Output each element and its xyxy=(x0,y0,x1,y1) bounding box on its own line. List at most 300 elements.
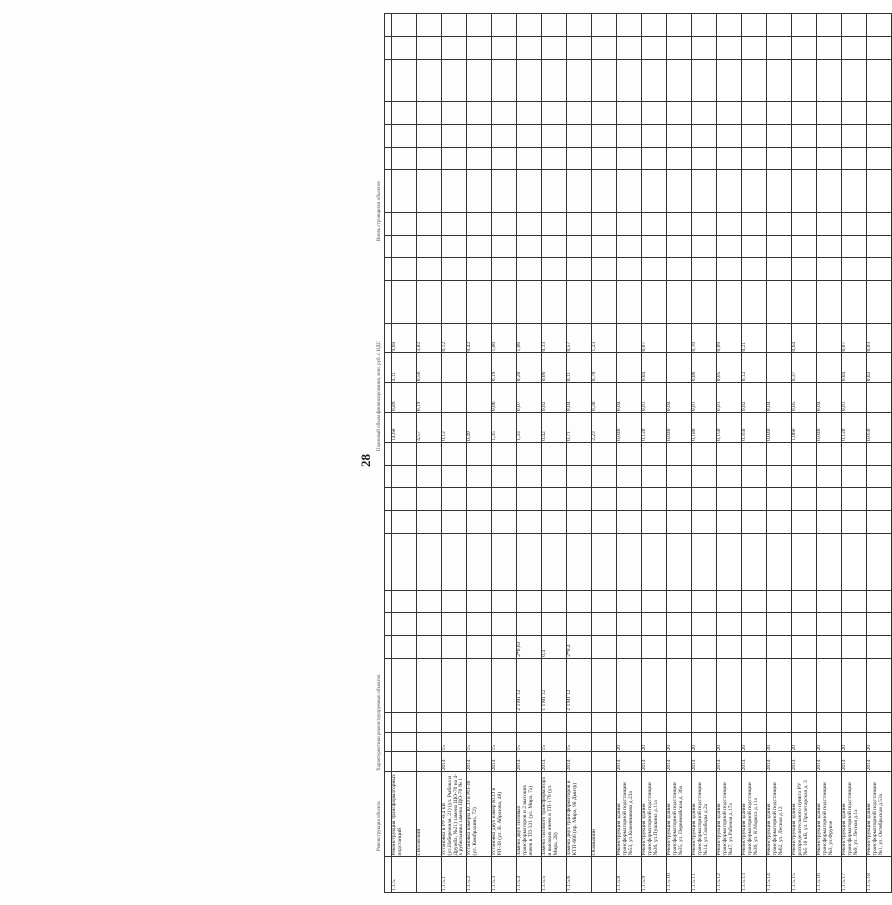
cell-empty xyxy=(717,533,742,590)
cell-empty xyxy=(417,465,442,488)
cell-empty xyxy=(467,258,492,281)
cell-empty xyxy=(692,147,717,170)
cell-empty xyxy=(767,147,792,170)
cell-empty xyxy=(492,465,517,488)
cell-empty xyxy=(742,590,767,613)
cell-kv: 20 xyxy=(817,732,842,752)
cell-empty xyxy=(417,170,442,213)
cell-empty xyxy=(467,14,492,37)
cell-kv xyxy=(592,732,617,752)
cell-year: 2014 xyxy=(642,752,667,772)
cell-empty xyxy=(642,102,667,125)
cell-empty xyxy=(592,102,617,125)
cell-empty xyxy=(542,14,567,37)
cell-v4: 0,21 xyxy=(742,323,767,353)
cell-v1: 0,71 xyxy=(567,413,592,443)
cell-empty xyxy=(442,712,467,732)
cell-v1: 0,42 xyxy=(542,413,567,443)
cell-v2: 0,06 xyxy=(492,383,517,413)
cell-year: 2014 xyxy=(842,752,867,772)
cell-kv: 15 xyxy=(442,732,467,752)
cell-empty xyxy=(792,124,817,147)
cell-empty xyxy=(692,124,717,147)
cell-empty xyxy=(867,102,892,125)
cell-empty xyxy=(692,281,717,324)
cell-v1: 4,57 xyxy=(417,413,442,443)
cell-empty xyxy=(492,613,517,636)
cell-power xyxy=(792,636,817,659)
cell-empty xyxy=(692,258,717,281)
table-row xyxy=(767,14,792,893)
cell-empty xyxy=(767,102,792,125)
cell-empty xyxy=(667,465,692,488)
cell-empty xyxy=(867,124,892,147)
cell-empty xyxy=(817,613,842,636)
header-cell xyxy=(385,235,392,258)
cell-kv xyxy=(417,732,442,752)
cell-empty xyxy=(867,712,892,732)
cell-empty xyxy=(592,14,617,37)
cell-empty xyxy=(642,36,667,59)
cell-empty xyxy=(592,488,617,511)
cell-empty xyxy=(542,281,567,324)
cell-empty xyxy=(442,170,467,213)
cell-empty xyxy=(817,36,842,59)
cell-empty xyxy=(517,488,542,511)
cell-v2: 0,02 xyxy=(742,383,767,413)
cell-empty xyxy=(667,281,692,324)
cell-empty xyxy=(617,590,642,613)
cell-empty xyxy=(492,59,517,102)
cell-empty xyxy=(442,102,467,125)
cell-desc: Реконструкция здания трансформаторной подстанции №9, ул. Лесная д.1а xyxy=(842,772,867,857)
cell-empty xyxy=(717,590,742,613)
cell-desc: Замена двух силовых трансформаторов и 2 высоких ячеек в ТП-331 (ул. Мира, 7а) xyxy=(517,772,542,857)
cell-v1: 0,120 xyxy=(842,413,867,443)
cell-v3: 0,56 xyxy=(417,353,442,383)
cell-equip xyxy=(392,658,417,712)
cell-empty xyxy=(442,511,467,534)
cell-year xyxy=(392,752,417,772)
cell-year: 2014 xyxy=(442,752,467,772)
cell-empty xyxy=(567,102,592,125)
cell-empty xyxy=(692,465,717,488)
cell-empty xyxy=(742,258,767,281)
cell-empty xyxy=(692,533,717,590)
cell-empty xyxy=(617,511,642,534)
cell-v1: 14,68 xyxy=(392,413,417,443)
cell-v3: 0,04 xyxy=(842,353,867,383)
cell-v3 xyxy=(467,353,492,383)
table-row xyxy=(617,14,642,893)
cell-empty xyxy=(592,533,617,590)
cell-empty xyxy=(792,36,817,59)
cell-empty xyxy=(467,511,492,534)
cell-empty xyxy=(842,442,867,465)
header-cell xyxy=(385,14,392,37)
cell-desc: Замена силового трансформатора и высоких ячеек в ТП-170 (ул. Мира, 28) xyxy=(542,772,567,857)
cell-empty xyxy=(542,124,567,147)
cell-empty xyxy=(567,147,592,170)
cell-empty xyxy=(592,258,617,281)
cell-empty xyxy=(667,533,692,590)
cell-empty xyxy=(742,281,767,324)
cell-kv: 15 xyxy=(567,732,592,752)
cell-empty xyxy=(392,124,417,147)
cell-desc: Реконструкция трансформаторных подстанций xyxy=(392,772,417,857)
cell-empty xyxy=(517,102,542,125)
cell-empty xyxy=(742,712,767,732)
cell-empty xyxy=(617,465,642,488)
table-row xyxy=(667,14,692,893)
cell-empty xyxy=(667,442,692,465)
cell-v1: 0,150 xyxy=(717,413,742,443)
data-table xyxy=(384,13,892,893)
cell-empty xyxy=(442,258,467,281)
cell-kv: 20 xyxy=(692,732,717,752)
cell-empty xyxy=(492,147,517,170)
cell-code: 1.1.5.10 xyxy=(667,857,692,893)
cell-code: 1.1.5.16 xyxy=(817,857,842,893)
cell-empty xyxy=(492,488,517,511)
cell-empty xyxy=(767,533,792,590)
header-cell xyxy=(385,732,392,752)
cell-empty xyxy=(867,59,892,102)
cell-empty xyxy=(417,212,442,235)
cell-desc: Реконструкция здания трансформаторной подстанции №14, ул.Свободы д.2а xyxy=(692,772,717,857)
cell-empty xyxy=(767,281,792,324)
cell-empty xyxy=(717,613,742,636)
cell-empty xyxy=(767,488,792,511)
cell-power xyxy=(692,636,717,659)
cell-empty xyxy=(842,533,867,590)
cell-empty xyxy=(542,36,567,59)
cell-empty xyxy=(792,613,817,636)
cell-power xyxy=(667,636,692,659)
table-row xyxy=(717,14,742,893)
cell-empty xyxy=(617,36,642,59)
cell-empty xyxy=(842,590,867,613)
cell-v4 xyxy=(667,323,692,353)
cell-empty xyxy=(742,36,767,59)
cell-empty xyxy=(567,212,592,235)
cell-empty xyxy=(742,533,767,590)
header-volume: Плановый объем финансирования, млн. руб. с НДС xyxy=(377,341,382,451)
cell-year: 2014 xyxy=(567,752,592,772)
cell-empty xyxy=(817,511,842,534)
cell-desc: Реконструкция здания трансформаторной подстанции №62, ул. Лесная д.12 xyxy=(767,772,792,857)
cell-power xyxy=(617,636,642,659)
cell-empty xyxy=(817,212,842,235)
cell-empty xyxy=(542,712,567,732)
cell-empty xyxy=(842,147,867,170)
cell-v3: 4,11 xyxy=(392,353,417,383)
cell-empty xyxy=(767,235,792,258)
cell-empty xyxy=(792,442,817,465)
cell-empty xyxy=(517,511,542,534)
cell-v1: 0,120 xyxy=(642,413,667,443)
cell-empty xyxy=(417,235,442,258)
cell-year: 2014 xyxy=(492,752,517,772)
cell-empty xyxy=(767,442,792,465)
cell-v1: 0,050 xyxy=(867,413,892,443)
cell-empty xyxy=(442,488,467,511)
cell-empty xyxy=(542,442,567,465)
cell-empty xyxy=(542,613,567,636)
cell-power xyxy=(592,636,617,659)
header-cell xyxy=(385,36,392,59)
cell-empty xyxy=(817,170,842,213)
cell-empty xyxy=(392,14,417,37)
cell-empty xyxy=(867,258,892,281)
cell-empty xyxy=(717,212,742,235)
cell-empty xyxy=(542,147,567,170)
cell-empty xyxy=(692,14,717,37)
cell-v3: 0,04 xyxy=(642,353,667,383)
cell-empty xyxy=(567,712,592,732)
cell-empty xyxy=(567,281,592,324)
cell-empty xyxy=(842,281,867,324)
cell-empty xyxy=(642,258,667,281)
cell-v3: 0,70 xyxy=(592,353,617,383)
cell-empty xyxy=(417,36,442,59)
cell-empty xyxy=(492,258,517,281)
cell-year: 2014 xyxy=(667,752,692,772)
cell-empty xyxy=(617,712,642,732)
cell-empty xyxy=(567,511,592,534)
cell-empty xyxy=(817,281,842,324)
header-cell xyxy=(385,590,392,613)
cell-v4: 1,06 xyxy=(517,323,542,353)
cell-v2: 0,01 xyxy=(642,383,667,413)
cell-empty xyxy=(867,533,892,590)
cell-empty xyxy=(542,59,567,102)
table-row xyxy=(792,14,817,893)
cell-v2: 0,04 xyxy=(767,383,792,413)
cell-empty xyxy=(717,170,742,213)
header-cell xyxy=(385,258,392,281)
cell-empty xyxy=(392,465,417,488)
cell-empty xyxy=(592,613,617,636)
cell-empty xyxy=(867,235,892,258)
cell-year: 2014 xyxy=(792,752,817,772)
header-cell xyxy=(385,124,392,147)
cell-empty xyxy=(392,235,417,258)
cell-empty xyxy=(717,36,742,59)
cell-empty xyxy=(842,712,867,732)
cell-empty xyxy=(642,590,667,613)
cell-empty xyxy=(642,488,667,511)
cell-empty xyxy=(442,147,467,170)
cell-empty xyxy=(717,442,742,465)
cell-empty xyxy=(567,442,592,465)
cell-empty xyxy=(867,36,892,59)
cell-empty xyxy=(717,235,742,258)
cell-empty xyxy=(842,212,867,235)
cell-empty xyxy=(467,147,492,170)
cell-empty xyxy=(517,533,542,590)
cell-empty xyxy=(617,533,642,590)
cell-empty xyxy=(542,511,567,534)
cell-empty xyxy=(467,533,492,590)
cell-empty xyxy=(717,102,742,125)
cell-empty xyxy=(667,14,692,37)
cell-v2: 0,04 xyxy=(617,383,642,413)
cell-empty xyxy=(742,511,767,534)
cell-empty xyxy=(717,488,742,511)
cell-v1: 0,040 xyxy=(617,413,642,443)
cell-empty xyxy=(667,235,692,258)
cell-empty xyxy=(817,147,842,170)
cell-empty xyxy=(492,511,517,534)
cell-empty xyxy=(792,102,817,125)
cell-empty xyxy=(567,488,592,511)
cell-empty xyxy=(467,59,492,102)
cell-empty xyxy=(867,281,892,324)
cell-empty xyxy=(692,613,717,636)
cell-kv: 20 xyxy=(842,732,867,752)
cell-empty xyxy=(692,235,717,258)
cell-year: 2014 xyxy=(867,752,892,772)
cell-empty xyxy=(567,36,592,59)
cell-empty xyxy=(867,170,892,213)
cell-v1: 0,49 xyxy=(467,413,492,443)
cell-empty xyxy=(667,511,692,534)
cell-year: 2014 xyxy=(517,752,542,772)
header-cell xyxy=(385,281,392,324)
cell-desc: Замена двух трансформаторов в КТП-666 (пр. Мира, 98 Дмитр) xyxy=(567,772,592,857)
cell-v2: 0,19 xyxy=(417,383,442,413)
cell-v4 xyxy=(617,323,642,353)
cell-v1: 0,040 xyxy=(667,413,692,443)
cell-empty xyxy=(842,124,867,147)
cell-empty xyxy=(742,102,767,125)
cell-kv xyxy=(392,732,417,752)
cell-empty xyxy=(592,442,617,465)
cell-desc: Установка двух камер КСО в РП-38 (ул. В. Абразова, 48) xyxy=(492,772,517,857)
cell-empty xyxy=(617,124,642,147)
cell-empty xyxy=(817,102,842,125)
cell-empty xyxy=(417,533,442,590)
cell-empty xyxy=(842,36,867,59)
cell-empty xyxy=(492,235,517,258)
cell-empty xyxy=(717,258,742,281)
cell-v2 xyxy=(867,383,892,413)
cell-power xyxy=(767,636,792,659)
cell-desc: г.Волжский xyxy=(417,772,442,857)
cell-equip xyxy=(467,658,492,712)
cell-empty xyxy=(617,59,642,102)
cell-empty xyxy=(767,212,792,235)
cell-empty xyxy=(592,712,617,732)
cell-empty xyxy=(467,613,492,636)
cell-empty xyxy=(667,124,692,147)
cell-code: 1.1.5.12 xyxy=(717,857,742,893)
cell-empty xyxy=(517,212,542,235)
cell-empty xyxy=(617,212,642,235)
cell-empty xyxy=(642,170,667,213)
cell-empty xyxy=(392,36,417,59)
cell-empty xyxy=(392,613,417,636)
cell-v3 xyxy=(767,353,792,383)
cell-empty xyxy=(492,36,517,59)
cell-empty xyxy=(692,102,717,125)
cell-empty xyxy=(417,102,442,125)
cell-empty xyxy=(417,14,442,37)
cell-code: 1.1.5.4 xyxy=(517,857,542,893)
header-cell xyxy=(385,170,392,213)
cell-power xyxy=(842,636,867,659)
cell-empty xyxy=(642,124,667,147)
cell-code: 1.1.5.3 xyxy=(492,857,517,893)
cell-empty xyxy=(442,442,467,465)
cell-empty xyxy=(867,147,892,170)
cell-equip xyxy=(592,658,617,712)
table-row xyxy=(842,14,867,893)
cell-empty xyxy=(617,258,642,281)
cell-empty xyxy=(492,14,517,37)
cell-desc: Реконструкция здания трансформаторной подстанции №36, ул. К.Маркса д.11а xyxy=(742,772,767,857)
cell-empty xyxy=(642,613,667,636)
cell-v3: 0,20 xyxy=(517,353,542,383)
cell-year xyxy=(592,752,617,772)
cell-v2: 0,89 xyxy=(392,383,417,413)
cell-v2: 0,04 xyxy=(817,383,842,413)
cell-v4: 0,12 xyxy=(442,323,467,353)
cell-empty xyxy=(742,613,767,636)
cell-desc: Реконструкция здания трансформаторной подстанции №36, ул.Пушкина д.11а xyxy=(642,772,667,857)
cell-empty xyxy=(717,147,742,170)
cell-empty xyxy=(492,533,517,590)
cell-code: 1.1.5.14 xyxy=(767,857,792,893)
cell-empty xyxy=(617,14,642,37)
cell-year: 2014 xyxy=(742,752,767,772)
cell-empty xyxy=(592,281,617,324)
cell-empty xyxy=(442,14,467,37)
cell-empty xyxy=(567,170,592,213)
cell-empty xyxy=(542,465,567,488)
header-cell xyxy=(385,752,392,772)
header-cell xyxy=(385,636,392,659)
cell-empty xyxy=(767,613,792,636)
cell-empty xyxy=(517,258,542,281)
cell-empty xyxy=(542,102,567,125)
cell-v4: 0,64 xyxy=(792,323,817,353)
cell-empty xyxy=(467,235,492,258)
cell-v2: 0,04 xyxy=(667,383,692,413)
cell-power: 2*0,63 xyxy=(517,636,542,659)
table-row xyxy=(492,14,517,893)
cell-empty xyxy=(817,465,842,488)
cell-v1: 0,040 xyxy=(817,413,842,443)
cell-power: 0,4 xyxy=(542,636,567,659)
cell-v1: 0,040 xyxy=(767,413,792,443)
cell-empty xyxy=(667,258,692,281)
cell-equip: 1 ТМГ12 xyxy=(542,658,567,712)
cell-empty xyxy=(542,488,567,511)
cell-empty xyxy=(467,590,492,613)
table-body xyxy=(385,14,892,893)
header-cell xyxy=(385,465,392,488)
cell-year: 2014 xyxy=(817,752,842,772)
cell-kv: 20 xyxy=(767,732,792,752)
cell-empty xyxy=(692,590,717,613)
cell-v2: 0,30 xyxy=(592,383,617,413)
cell-empty xyxy=(467,281,492,324)
cell-empty xyxy=(767,712,792,732)
cell-empty xyxy=(792,533,817,590)
cell-power xyxy=(492,636,517,659)
